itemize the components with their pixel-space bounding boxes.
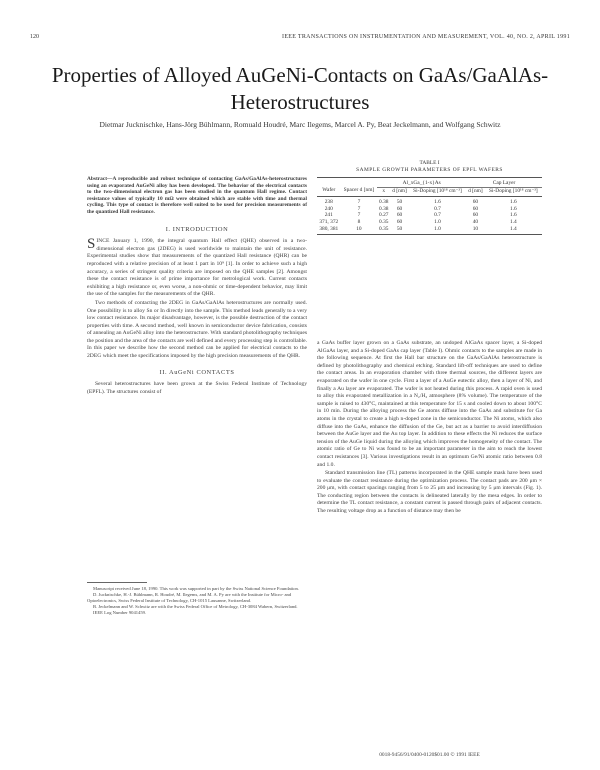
contacts-paragraph-1: Several heterostructures have been grown at the Swiss Federal Institute of Technology (EPFL). The structures consist of [87, 381, 307, 395]
table-label: TABLE I [419, 160, 440, 166]
growth-parameters-table [317, 177, 542, 235]
table-group-algaas: Al_xGa_{1-x}As [377, 178, 466, 188]
table-header-cell: d [nm] [466, 187, 485, 197]
paper-title: Properties of Alloyed AuGeNi-Contacts on GaAs/GaAlAs-Heterostructures [51, 63, 549, 114]
page-number: 120 [30, 34, 39, 40]
table-header-cell: Si-Doping [10¹⁸ cm⁻³] [485, 187, 542, 197]
table-row: 238 7 0.38 50 1.6 60 1.6 [324, 199, 517, 206]
contacts-paragraph-3: Standard transmission line (TL) patterns incorporated in the QHE sample mask have been used to evaluate the contact resistance during the optimization process. The contact pads are 200 μm × 200 μm, with contact spacings ranging from 5 to 25 μm and increasing by 5 μm intervals (Fig. 1). The conducting region between the contacts is delineated laterally by the mesa edges. In order to determine the TL contact resistance, a constant current is passed through pairs of adjacent contacts. The resulting voltage drop as a function of distance may then be [317, 470, 542, 515]
section-heading-introduction: I. INTRODUCTION [165, 225, 229, 233]
doi-line: 0018-9456/91/0400-0120$01.00 © 1991 IEEE [379, 752, 480, 758]
section-heading-contacts: II. AuGeNi CONTACTS [159, 368, 235, 376]
table-header-cell: Wafer [317, 187, 341, 197]
table-caption: SAMPLE GROWTH PARAMETERS OF EPFL WAFERS [356, 167, 503, 173]
abstract: Abstract—A reproducible and robust technique of contacting GaAs/GaAlAs-heterostructures using an evaporated AuGeNi alloy has been developed. The behavior of the electrical contacts to the two-dimensional electron gas has been studied in the quantum Hall regime. Contact resistance values of typically 10 mΩ were obtained which are stable with time and thermal cycling. This type of contact is therefore well suited to be used for precision measurements of the quantized Hall resistance. [87, 176, 307, 215]
table-row: 241 7 0.27 60 0.7 60 1.6 [324, 212, 517, 219]
right-column [317, 340, 542, 517]
table-header-cell: Si-Doping [10¹⁸ cm⁻³] [409, 187, 466, 197]
footnote-ieee-log: IEEE Log Number 9041459. [93, 610, 147, 615]
contacts-paragraph-2: a GaAs buffer layer grown on a GaAs substrate, an undoped AlGaAs spacer layer, a Si-doped AlGaAs layer, and a Si-doped GaAs cap layer (Table I). Ohmic contacts to the samples are made in the following sequence. At first the Hall bar structure on the GaAs/GaAlAs heterostructure is defined by photolithography and chemical etching. Standard lift-off techniques are used to define the contact areas. In an evaporation chamber with three thermal sources, the different layers are evaporated on the wafer in one cycle. First a layer of a AuGe eutectic alloy, then a layer of Ni, and finally a Au layer are evaporated. The wafer is not heated during this process. A rapid oven is used to alloy this evaporated metallization in a N₂/H₂ atmosphere (8% volume). The temperature of the sample is raised to 430°C, maintained at this temperature for 15 s and cooled down to about 100°C in 10 min. During the alloying process the Ge atoms diffuse into the GaAs and substitute for Ga atoms in the crystal to create a high n-doped zone in the semiconductor. The Ni atoms, which also diffuse into the GaAs, enhance the diffusion of the Ge, but act as a barrier to avoid interdiffusion between the AuGe layer and the Au top layer. In addition to these effects the Ni reduces the surface tension of the AuGe liquid during the alloying which improves the homogeneity of the contact. The atomic ratio of Ge to Ni was found to be an important parameter in the aim to reach the lowest contact resistances [3]. Various investigations result in an optimum Ge/Ni atomic ratio between 0.8 and 1.0. [317, 340, 542, 468]
table-row: 371, 372 8 0.35 60 1.0 40 1.4 [319, 218, 517, 225]
table-1 [317, 160, 542, 235]
footnote [87, 582, 307, 616]
table-header-cell: x [377, 187, 390, 197]
footnote-affiliation-1: D. Jucknischke, H.-J. Bühlmann, R. Houdré, M. Ilegems, and M. A. Py are with the Institute for Micro- and Optoelectronics, Swiss Federal Institute of Technology, CH-1015 Lausanne, Switzerland. [87, 592, 292, 603]
table-header-cell: d [nm] [390, 187, 409, 197]
left-column [87, 176, 307, 397]
footnote-received: Manuscript received June 18, 1990. This work was supported in part by the Swiss National Science Foundation. [93, 586, 299, 591]
table-row: 380, 381 10 0.35 50 1.0 10 1.4 [317, 226, 542, 235]
footnote-rule [87, 582, 147, 583]
intro-paragraph-1: SINCE January 1, 1990, the integral quantum Hall effect (QHE) observed in a two-dimensional electron gas (2DEG) is used worldwide to maintain the unit of resistance. Experimental studies show that measurements of the quantized Hall resistance (QHR) can be reproduced with a relative precision of at least 1 part in 10⁹ [1]. In order to achieve such a high accuracy, a series of stringent quality criteria are imposed on the QHE samples [2]. Amongst these the contact resistance is of prime importance for metrological work. Current contacts exhibiting a high resistance or, even worse, a non-ohmic or time-dependent behavior, may limit the use of the samples for the measurements of the QHR. [87, 236, 307, 298]
intro-paragraph-2: Two methods of contacting the 2DEG in GaAs/GaAlAs heterostructures are normally used. One possibility is to alloy Sn or In directly into the sample. This method leads generally to a very low contact resistance. Its major disadvantage, however, is the possible destruction of the contact properties with time. A second method, well known in semiconductor device fabrication, consists of annealing an AuGeNi alloy into the heterostructure. With standard photolithography techniques the position and the area of the contacts are well defined and every processing step is controllable. In this paper we describe how the second method can be applied for electrical contacts to the 2DEG which meet the specifications imposed by the high precision measurements of the QHR. [87, 299, 307, 360]
journal-name: IEEE TRANSACTIONS ON INSTRUMENTATION AND MEASUREMENT, VOL. 40, NO. 2, APRIL 1991 [282, 34, 570, 40]
table-row: 240 7 0.38 60 0.7 60 1.6 [324, 205, 517, 212]
table-group-cap-layer: Cap Layer [466, 178, 542, 188]
footnote-affiliation-2: B. Jeckelmann and W. Schwitz are with the Swiss Federal Office of Metrology, CH-3084 Wabern, Switzerland. [93, 604, 298, 609]
drop-cap: S [87, 236, 96, 253]
author-list: Dietmar Jucknischke, Hans-Jörg Bühlmann, Romuald Houdré, Marc Ilegems, Marcel A. Py, Beat Jeckelmann, and Wolfgang Schwitz [99, 120, 501, 129]
table-header-cell: Spacer d [nm] [341, 187, 378, 197]
